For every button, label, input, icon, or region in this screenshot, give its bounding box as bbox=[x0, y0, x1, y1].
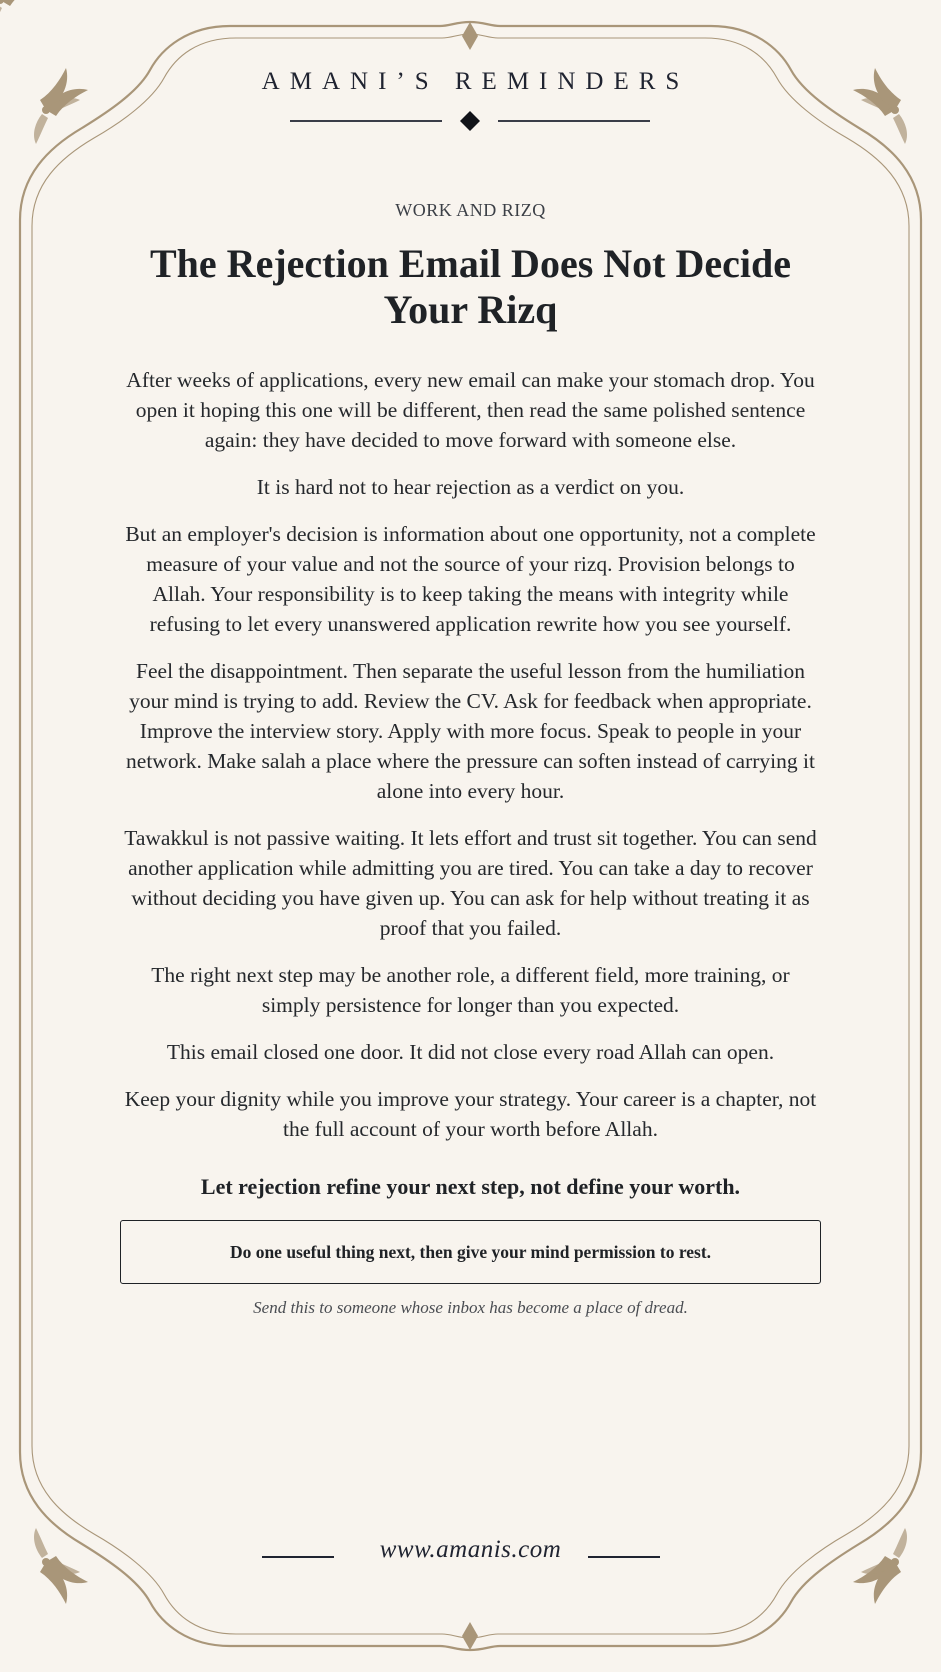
bottom-diamond-icon bbox=[462, 1622, 478, 1650]
article-paragraph: This email closed one door. It did not close every road Allah can open. bbox=[166, 1040, 775, 1064]
article-paragraph: The right next step may be another role, a different field, more training, or simply persistence for longer than you expected. bbox=[151, 963, 790, 1017]
article-paragraph: Keep your dignity while you improve your strategy. Your career is a chapter, not the full account of your worth before Allah. bbox=[124, 1087, 817, 1141]
article-paragraph: Feel the disappointment. Then separate the useful lesson from the humiliation your mind is trying to add. Review the CV. Ask for feedback when appropriate. Improve the interview story. Apply with more focus. Speak to people in your network. Make salah a place where the pressure can soften instead of carrying it alone into every hour. bbox=[126, 659, 815, 803]
article-paragraph: But an employer's decision is information about one opportunity, not a complete measure of your value and not the source of your rizq. Provision belongs to Allah. Your responsibility is to keep taking the means with integrity while refusing to let every unanswered application rewrite how you see yourself. bbox=[125, 522, 816, 636]
top-diamond-icon bbox=[462, 22, 478, 50]
share-note: Send this to someone whose inbox has become a place of dread. bbox=[253, 1298, 688, 1317]
footer-url[interactable]: www.amanis.com bbox=[379, 1536, 562, 1563]
article-paragraph: After weeks of applications, every new email can make your stomach drop. You open it hoping this one will be different, then read the same polished sentence again: they have decided to move forward with someone else. bbox=[126, 368, 815, 452]
closing-statement: Let rejection refine your next step, not define your worth. bbox=[200, 1174, 741, 1199]
article-title: The Rejection Email Does Not Decide Your Rizq bbox=[150, 241, 791, 332]
brand-name: AMANI’S REMINDERS bbox=[261, 68, 690, 95]
article bbox=[120, 200, 821, 1318]
footer-divider-right bbox=[588, 1556, 660, 1558]
diamond-icon bbox=[460, 111, 480, 131]
action-callout bbox=[120, 1220, 821, 1284]
article-paragraph: It is hard not to hear rejection as a verdict on you. bbox=[256, 475, 685, 499]
article-paragraph: Tawakkul is not passive waiting. It lets effort and trust sit together. You can send another application while admitting you are tired. You can take a day to recover without deciding you have given up. You can ask for help without treating it as proof that you failed. bbox=[124, 826, 817, 940]
article-category: WORK AND RIZQ bbox=[395, 200, 546, 220]
action-callout-text: Do one useful thing next, then give your mind permission to rest. bbox=[229, 1241, 712, 1262]
header-divider bbox=[288, 108, 652, 134]
